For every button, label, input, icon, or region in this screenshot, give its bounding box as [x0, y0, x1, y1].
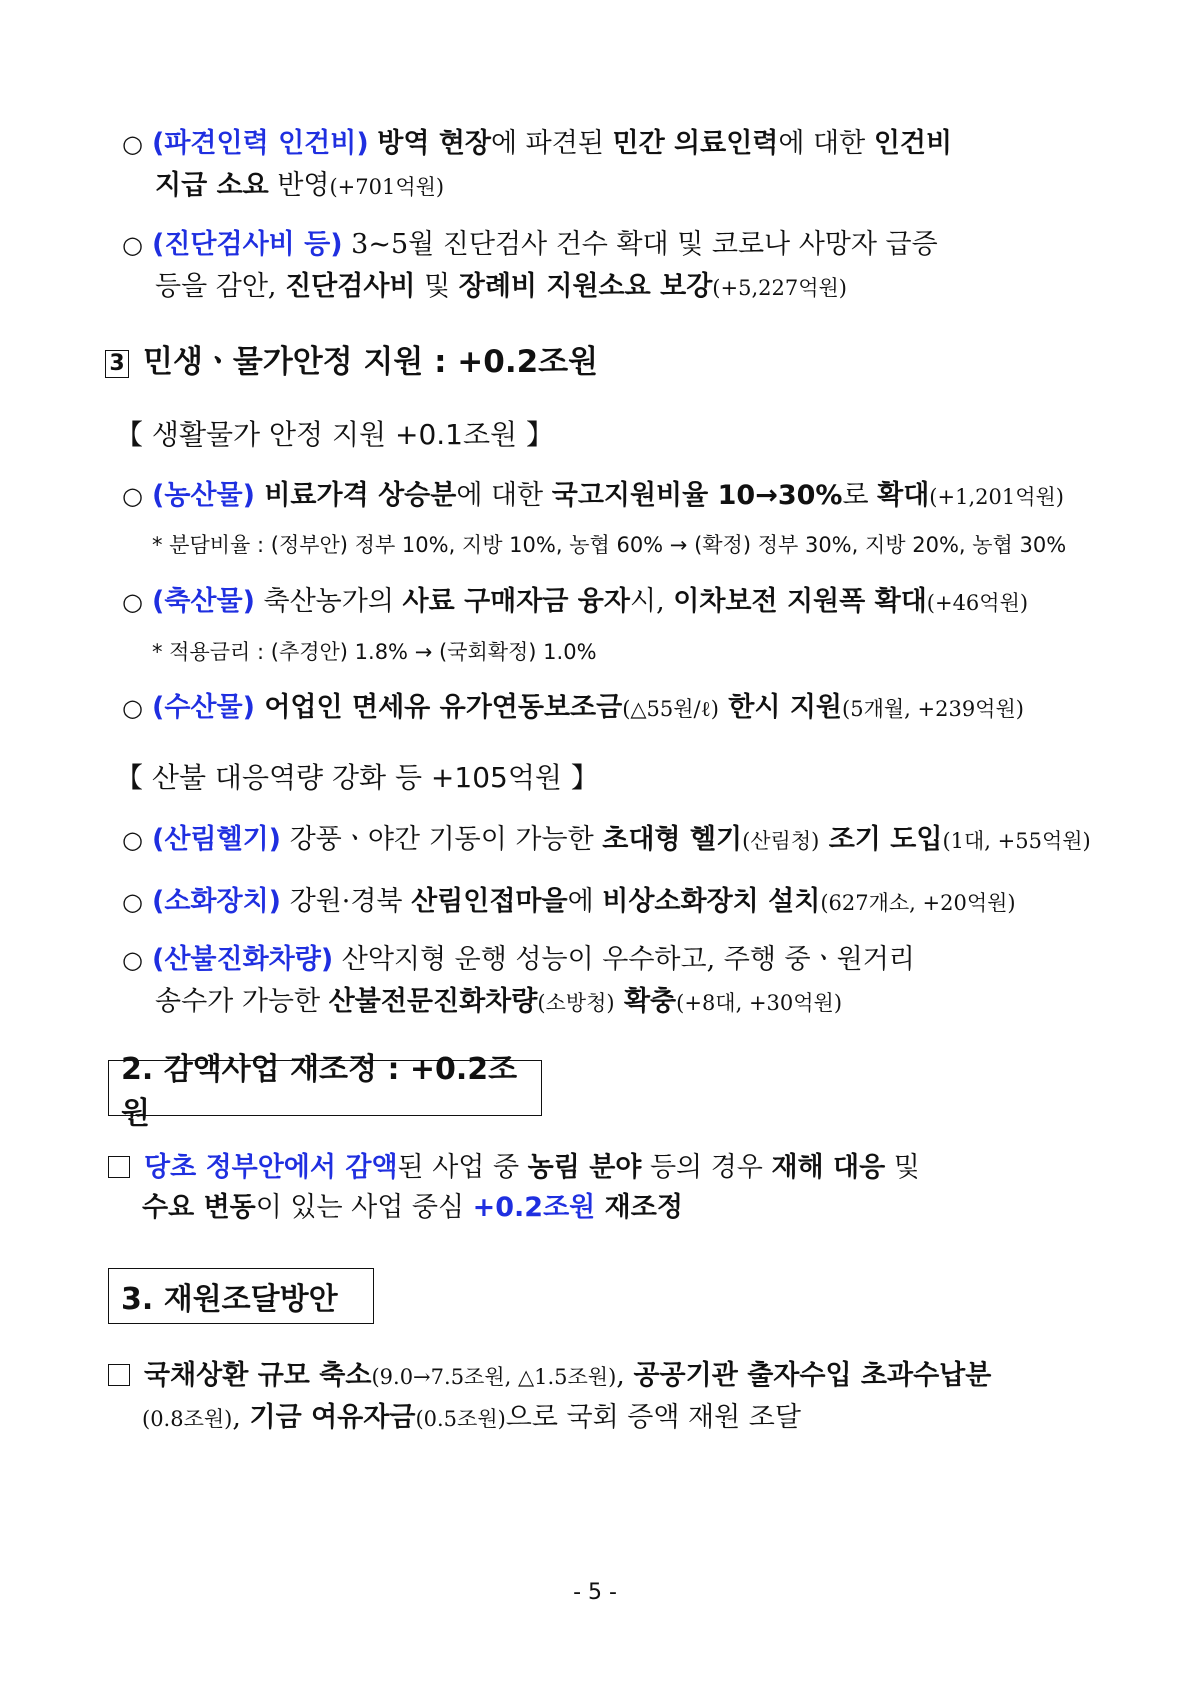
item-extinguisher — [122, 882, 1016, 923]
text-run: 시, — [629, 586, 674, 617]
text-run: 어업인 면세유 유가연동보조금 — [254, 692, 623, 723]
text-run: 민간 의료인력 — [612, 128, 779, 159]
text-run: 확대 — [877, 480, 930, 511]
square-bullet-icon — [108, 1156, 130, 1178]
item-helicopter — [122, 820, 1091, 861]
text-run: 당초 정부안에서 감액 — [144, 1152, 398, 1183]
text-run: 진단검사비 — [285, 271, 416, 302]
item-livestock — [122, 582, 1028, 623]
text-run: 강풍ㆍ야간 기동이 가능한 — [281, 824, 603, 855]
item-firetruck-line2 — [155, 982, 842, 1023]
text-run: 에 대한 — [456, 480, 552, 511]
text-run: 농림 분야 — [527, 1152, 642, 1183]
text-run: 한시 지원 — [718, 692, 843, 723]
text-run: 공공기관 출자수입 초과수납분 — [633, 1360, 992, 1391]
item-tag: (소화장치) — [152, 886, 282, 917]
text-run: 비료가격 상승분 — [254, 480, 457, 511]
text-run — [369, 128, 378, 159]
text-run: 및 — [885, 1152, 920, 1183]
item-tag: (수산물) — [152, 692, 255, 723]
text-run: 국고지원비율 10→30% — [551, 480, 843, 511]
circle-bullet-icon: ○ — [122, 694, 143, 722]
item-agri-note: * 분담비율 : (정부안) 정부 10%, 지방 10%, 농협 60% → (확정) 정부 30%, 지방 20%, 농협 30% — [152, 533, 1067, 557]
text-run: 송수가 가능한 — [155, 986, 329, 1017]
text-run: (0.5조원) — [415, 1407, 506, 1431]
circle-bullet-icon: ○ — [122, 130, 143, 158]
text-run: 축산농가의 — [254, 586, 403, 617]
text-run: 로 — [842, 480, 878, 511]
text-run: 에 — [567, 886, 603, 917]
sec3-line1 — [108, 1356, 991, 1397]
text-run: 재조정 — [595, 1192, 683, 1223]
text-run: (+5,227억원) — [712, 276, 847, 300]
text-run: (산림청) — [742, 829, 820, 853]
sec2-line2 — [142, 1188, 683, 1228]
circle-bullet-icon: ○ — [122, 888, 143, 916]
text-run: (+1,201억원) — [929, 485, 1064, 509]
text-run: 조기 도입 — [819, 824, 943, 855]
text-run: (627개소, +20억원) — [820, 891, 1016, 915]
text-run: 기금 여유자금 — [249, 1402, 416, 1433]
text-run: 국채상환 규모 축소 — [144, 1360, 372, 1391]
item-tag: (산림헬기) — [152, 824, 282, 855]
text-run: 으로 국회 증액 재원 조달 — [505, 1402, 801, 1433]
text-run: 에 대한 — [778, 128, 874, 159]
text-run: 3~5월 진단검사 건수 확대 및 코로나 사망자 급증 — [342, 229, 938, 260]
text-run: 강원·경북 — [281, 886, 412, 917]
section-number-box: 3 — [105, 350, 129, 378]
item-diagnosis-line2 — [155, 267, 847, 308]
text-run: 산림인접마을 — [411, 886, 568, 917]
text-run: (1대, +55억원) — [942, 829, 1091, 853]
circle-bullet-icon: ○ — [122, 482, 143, 510]
text-run: 사료 구매자금 융자 — [402, 586, 630, 617]
text-run: 이 있는 사업 중심 — [255, 1192, 473, 1223]
text-run: (0.8조원) — [142, 1407, 233, 1431]
sec2-line1 — [108, 1148, 920, 1188]
text-run: (+8대, +30억원) — [676, 991, 843, 1015]
text-run: 초대형 헬기 — [602, 824, 743, 855]
text-run: 재해 대응 — [771, 1152, 886, 1183]
item-tag: (파견인력 인건비) — [152, 128, 369, 159]
text-run: +0.2조원 — [472, 1192, 596, 1223]
section-title: 민생ㆍ물가안정 지원 : +0.2조원 — [143, 344, 599, 380]
sec3-line2 — [142, 1398, 801, 1439]
circle-bullet-icon: ○ — [122, 588, 143, 616]
text-run: 장례비 지원소요 보강 — [458, 271, 713, 302]
text-run: 등의 경우 — [641, 1152, 772, 1183]
page-number: - 5 - — [573, 1580, 617, 1605]
item-livestock-note: * 적용금리 : (추경안) 1.8% → (국회확정) 1.0% — [152, 640, 597, 664]
text-run: 에 파견된 — [490, 128, 613, 159]
text-run: (+701억원) — [329, 175, 445, 199]
text-run: 비상소화장치 설치 — [602, 886, 821, 917]
text-run: , — [232, 1402, 250, 1433]
group-heading: 【 산불 대응역량 강화 등 +105억원 】 — [115, 761, 599, 794]
text-run: 인건비 — [873, 128, 953, 159]
circle-bullet-icon: ○ — [122, 231, 143, 259]
text-run: 이차보전 지원폭 확대 — [673, 586, 927, 617]
text-run: 확충 — [614, 986, 677, 1017]
item-tag: (산불진화차량) — [152, 944, 334, 975]
section-3-title: 3. 재원조달방안 — [121, 1282, 338, 1317]
section-3-title-box — [108, 1268, 374, 1324]
text-run: 산불전문진화차량 — [328, 986, 538, 1017]
square-bullet-icon — [108, 1364, 130, 1386]
section-heading — [105, 340, 598, 384]
text-run: 된 사업 중 — [397, 1152, 528, 1183]
item-agri — [122, 476, 1064, 517]
circle-bullet-icon: ○ — [122, 826, 143, 854]
section-2-title-box — [108, 1052, 542, 1131]
text-run: 등을 감안, — [155, 271, 286, 302]
item-tag: (농산물) — [152, 480, 255, 511]
text-run: , — [616, 1360, 634, 1391]
group-heading: 【 생활물가 안정 지원 +0.1조원 】 — [115, 418, 554, 451]
item-firetruck-line1 — [122, 940, 915, 980]
text-run: 산악지형 운행 성능이 우수하고, 주행 중ㆍ원거리 — [333, 944, 915, 975]
text-run: 및 — [415, 271, 459, 302]
item-dispatch-line2 — [155, 166, 444, 207]
text-run: (△55원/ℓ) — [622, 697, 719, 721]
item-diagnosis-line1 — [122, 225, 938, 265]
item-tag: (축산물) — [152, 586, 255, 617]
text-run: 반영 — [268, 170, 330, 201]
text-run: 수요 변동 — [142, 1192, 256, 1223]
section-2-title: 2. 감액사업 재조정 : +0.2조원 — [121, 1052, 518, 1131]
item-fishery — [122, 688, 1024, 729]
text-run: 지급 소요 — [155, 170, 269, 201]
text-run: 방역 현장 — [377, 128, 491, 159]
text-run: (9.0→7.5조원, △1.5조원) — [371, 1365, 617, 1389]
item-dispatch-line1 — [122, 124, 952, 164]
circle-bullet-icon: ○ — [122, 946, 143, 974]
text-run: (+46억원) — [926, 591, 1029, 615]
text-run: (소방청) — [537, 991, 615, 1015]
text-run: (5개월, +239억원) — [842, 697, 1024, 721]
item-tag: (진단검사비 등) — [152, 229, 343, 260]
